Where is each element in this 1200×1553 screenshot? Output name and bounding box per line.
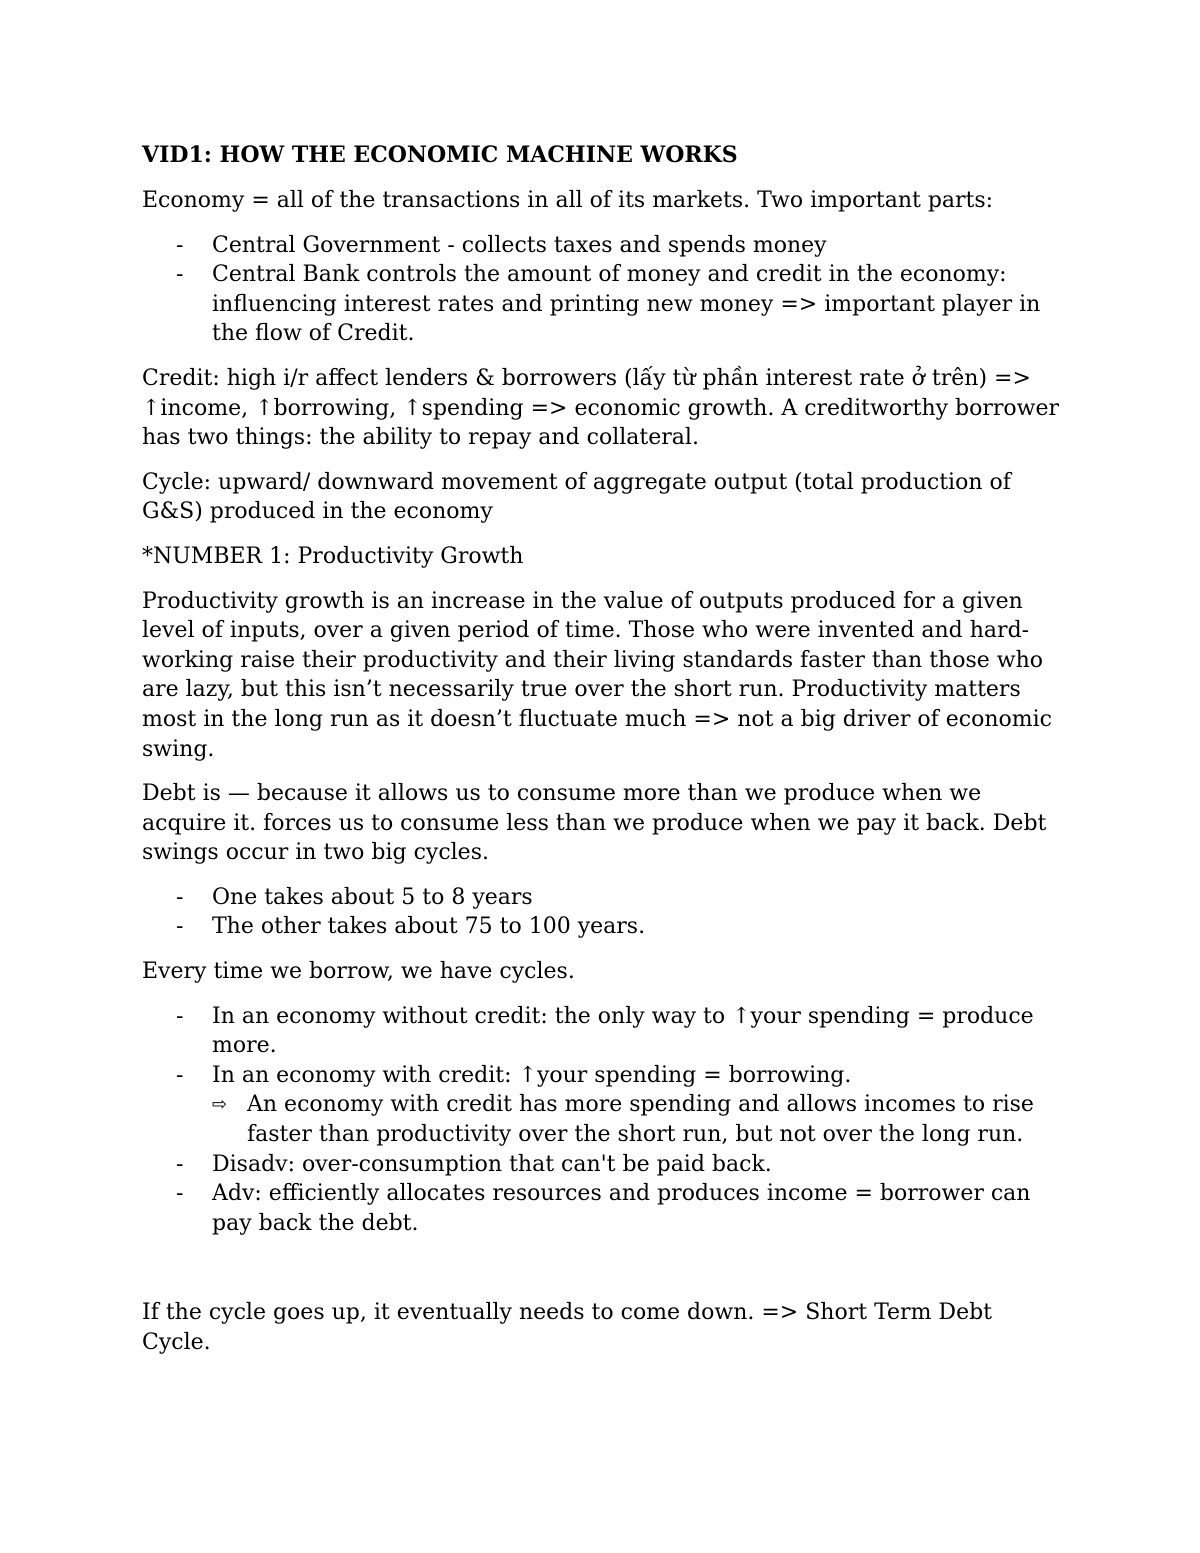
list-item-text: Central Bank controls the amount of money and credit in the economy: influencing interest rates and printing new money => important player in the flow of Credit. — [212, 262, 1041, 347]
dash-bullet: - — [176, 1003, 184, 1029]
paragraph-credit: Credit: high i/r affect lenders & borrowers (lấy từ phần interest rate ở trên) => ↑income, ↑borrowing, ↑spending => economic growth. A creditworthy borrower has two things: the ability to repay and collateral. — [142, 365, 1060, 451]
list-item — [142, 912, 1062, 942]
list-item — [142, 260, 1062, 349]
paragraph-economy: Economy = all of the transactions in all of its markets. Two important parts: — [142, 188, 994, 213]
list-item-text: Adv: efficiently allocates resources and produces income = borrower can pay back the debt. — [212, 1181, 1031, 1236]
list-item — [142, 1002, 1062, 1061]
list-item — [142, 883, 1062, 913]
blank-line — [142, 1253, 1062, 1298]
dash-bullet: - — [176, 1181, 184, 1207]
list-item — [142, 1179, 1062, 1238]
dash-bullet: - — [176, 232, 184, 258]
list-item-text: In an economy with credit: ↑your spending = borrowing. — [212, 1062, 852, 1088]
paragraph-borrow: Every time we borrow, we have cycles. — [142, 959, 575, 985]
list-item-text: The other takes about 75 to 100 years. — [212, 914, 646, 940]
document-title: VID1: HOW THE ECONOMIC MACHINE WORKS — [142, 142, 738, 168]
list-item-text: In an economy without credit: the only way to ↑your spending = produce more. — [212, 1003, 1034, 1059]
list-credit-economy — [142, 1002, 1062, 1239]
sub-list-item — [212, 1090, 1062, 1149]
document-page — [142, 139, 1062, 1373]
list-item-text: Central Government - collects taxes and spends money — [212, 232, 827, 258]
list-item-text: Disadv: over-consumption that can't be paid back. — [212, 1151, 772, 1177]
list-item — [142, 1061, 1062, 1150]
dash-bullet: - — [176, 1151, 184, 1177]
dash-bullet: - — [176, 914, 184, 940]
arrow-right-icon: ⇨ — [212, 1094, 228, 1116]
dash-bullet: - — [176, 262, 184, 288]
dash-bullet: - — [176, 1062, 184, 1088]
list-item — [142, 231, 1062, 261]
paragraph-number-1: *NUMBER 1: Productivity Growth — [142, 543, 524, 569]
paragraph-productivity: Productivity growth is an increase in the value of outputs produced for a given level of inputs, over a given period of time. Those who were invented and hard-working raise their productivity and their living standards faster than those who are lazy, but this isn’t necessarily true over the short run. Productivity matters most in the long run as it doesn’t fluctuate much => not a big driver of economic swing. — [142, 588, 1052, 762]
paragraph-cycle: Cycle: upward/ downward movement of aggregate output (total production of G&S) produced in the economy — [142, 469, 1011, 525]
list-economy-parts — [142, 231, 1062, 349]
list-debt-cycles — [142, 883, 1062, 942]
paragraph-debt: Debt is — because it allows us to consume more than we produce when we acquire it. forces us to consume less than we produce when we pay it back. Debt swings occur in two big cycles. — [142, 781, 1047, 866]
sub-list-item-text: An economy with credit has more spending and allows incomes to rise faster than productivity over the short run, but not over the long run. — [247, 1092, 1034, 1148]
list-item — [142, 1150, 1062, 1180]
paragraph-final: If the cycle goes up, it eventually needs to come down. => Short Term Debt Cycle. — [142, 1300, 993, 1355]
dash-bullet: - — [176, 884, 184, 910]
sub-list — [212, 1090, 1062, 1149]
list-item-text: One takes about 5 to 8 years — [212, 884, 533, 910]
